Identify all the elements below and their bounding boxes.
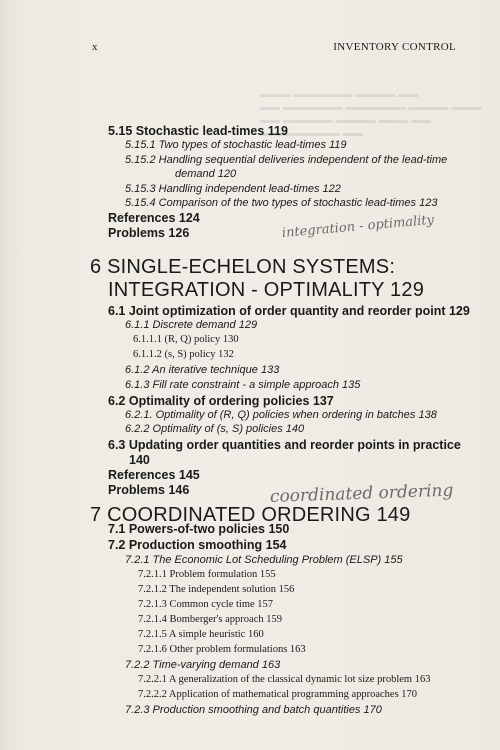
toc-item-7-2-1-4: 7.2.1.4 Bomberger's approach 159 bbox=[138, 614, 283, 625]
toc-section-7-2: 7.2 Production smoothing 154 bbox=[108, 538, 287, 552]
handwritten-annotation: coordinated ordering bbox=[269, 480, 454, 507]
toc-section-6-3: 6.3 Updating order quantities and reorder points in practice bbox=[108, 438, 461, 452]
toc-section-6-2: 6.2 Optimality of ordering policies 137 bbox=[108, 394, 334, 408]
toc-chapter-7: 7 COORDINATED ORDERING 149 bbox=[90, 504, 411, 526]
toc-section-5-15: 5.15 Stochastic lead-times 119 bbox=[108, 124, 288, 138]
toc-subsection-6-2-2: 6.2.2 Optimality of (s, S) policies 140 bbox=[125, 423, 305, 435]
toc-chapter-6-line2: INTEGRATION - OPTIMALITY 129 bbox=[108, 279, 425, 301]
toc-subsection-6-1-2: 6.1.2 An iterative technique 133 bbox=[125, 364, 280, 376]
toc-subsection-5-15-2: 5.15.2 Handling sequential deliveries independent of the lead-time bbox=[125, 154, 448, 166]
toc-item-7-2-1-5: 7.2.1.5 A simple heuristic 160 bbox=[138, 629, 264, 640]
toc-item-7-2-2-2: 7.2.2.2 Application of mathematical programming approaches 170 bbox=[138, 689, 418, 700]
toc-subsection-7-2-2: 7.2.2 Time-varying demand 163 bbox=[125, 659, 281, 671]
toc-subsection-7-2-3: 7.2.3 Production smoothing and batch quantities 170 bbox=[125, 704, 382, 716]
toc-problems-6: Problems 146 bbox=[108, 483, 190, 497]
toc-subsection-5-15-1: 5.15.1 Two types of stochastic lead-times 119 bbox=[125, 139, 347, 151]
toc-subsection-6-1-3: 6.1.3 Fill rate constraint - a simple approach 135 bbox=[125, 379, 361, 391]
toc-chapter-6-line1: 6 SINGLE-ECHELON SYSTEMS: bbox=[90, 256, 396, 278]
toc-item-7-2-2-1: 7.2.2.1 A generalization of the classical dynamic lot size problem 163 bbox=[138, 674, 431, 685]
toc-subsection-7-2-1: 7.2.1 The Economic Lot Scheduling Problem (ELSP) 155 bbox=[125, 554, 403, 566]
toc-item-6-1-1-2: 6.1.1.2 (s, S) policy 132 bbox=[133, 349, 234, 360]
toc-subsection-6-2-1: 6.2.1. Optimality of (R, Q) policies when ordering in batches 138 bbox=[125, 409, 437, 421]
toc-section-7-1: 7.1 Powers-of-two policies 150 bbox=[108, 522, 290, 536]
handwritten-annotation: integration - optimality bbox=[281, 212, 435, 241]
toc-section-6-3-cont: 140 bbox=[129, 453, 150, 467]
toc-subsection-6-1-1: 6.1.1 Discrete demand 129 bbox=[125, 319, 258, 331]
toc-section-6-1: 6.1 Joint optimization of order quantity and reorder point 129 bbox=[108, 304, 470, 318]
running-header: INVENTORY CONTROL bbox=[333, 41, 456, 53]
page-number: x bbox=[92, 41, 98, 53]
toc-subsection-5-15-2-cont: demand 120 bbox=[175, 168, 237, 180]
toc-item-7-2-1-1: 7.2.1.1 Problem formulation 155 bbox=[138, 569, 276, 580]
show-through-text: ▬▬▬ ▬▬▬▬▬▬ ▬▬▬▬ ▬▬ ▬▬ ▬▬▬▬▬▬ ▬▬▬▬▬▬ ▬▬▬▬ ▬▬▬ ▬▬ ▬▬▬▬▬ ▬▬▬▬ ▬▬▬ ▬▬ ▬▬▬▬▬▬▬▬ ▬▬ bbox=[260, 89, 482, 139]
toc-subsection-5-15-4: 5.15.4 Comparison of the two types of stochastic lead-times 123 bbox=[125, 197, 438, 209]
toc-references-6: References 145 bbox=[108, 468, 200, 482]
toc-problems-5: Problems 126 bbox=[108, 226, 190, 240]
toc-item-7-2-1-6: 7.2.1.6 Other problem formulations 163 bbox=[138, 644, 306, 655]
toc-item-6-1-1-1: 6.1.1.1 (R, Q) policy 130 bbox=[133, 334, 239, 345]
toc-item-7-2-1-3: 7.2.1.3 Common cycle time 157 bbox=[138, 599, 274, 610]
toc-references-5: References 124 bbox=[108, 211, 200, 225]
toc-item-7-2-1-2: 7.2.1.2 The independent solution 156 bbox=[138, 584, 295, 595]
toc-subsection-5-15-3: 5.15.3 Handling independent lead-times 122 bbox=[125, 183, 341, 195]
